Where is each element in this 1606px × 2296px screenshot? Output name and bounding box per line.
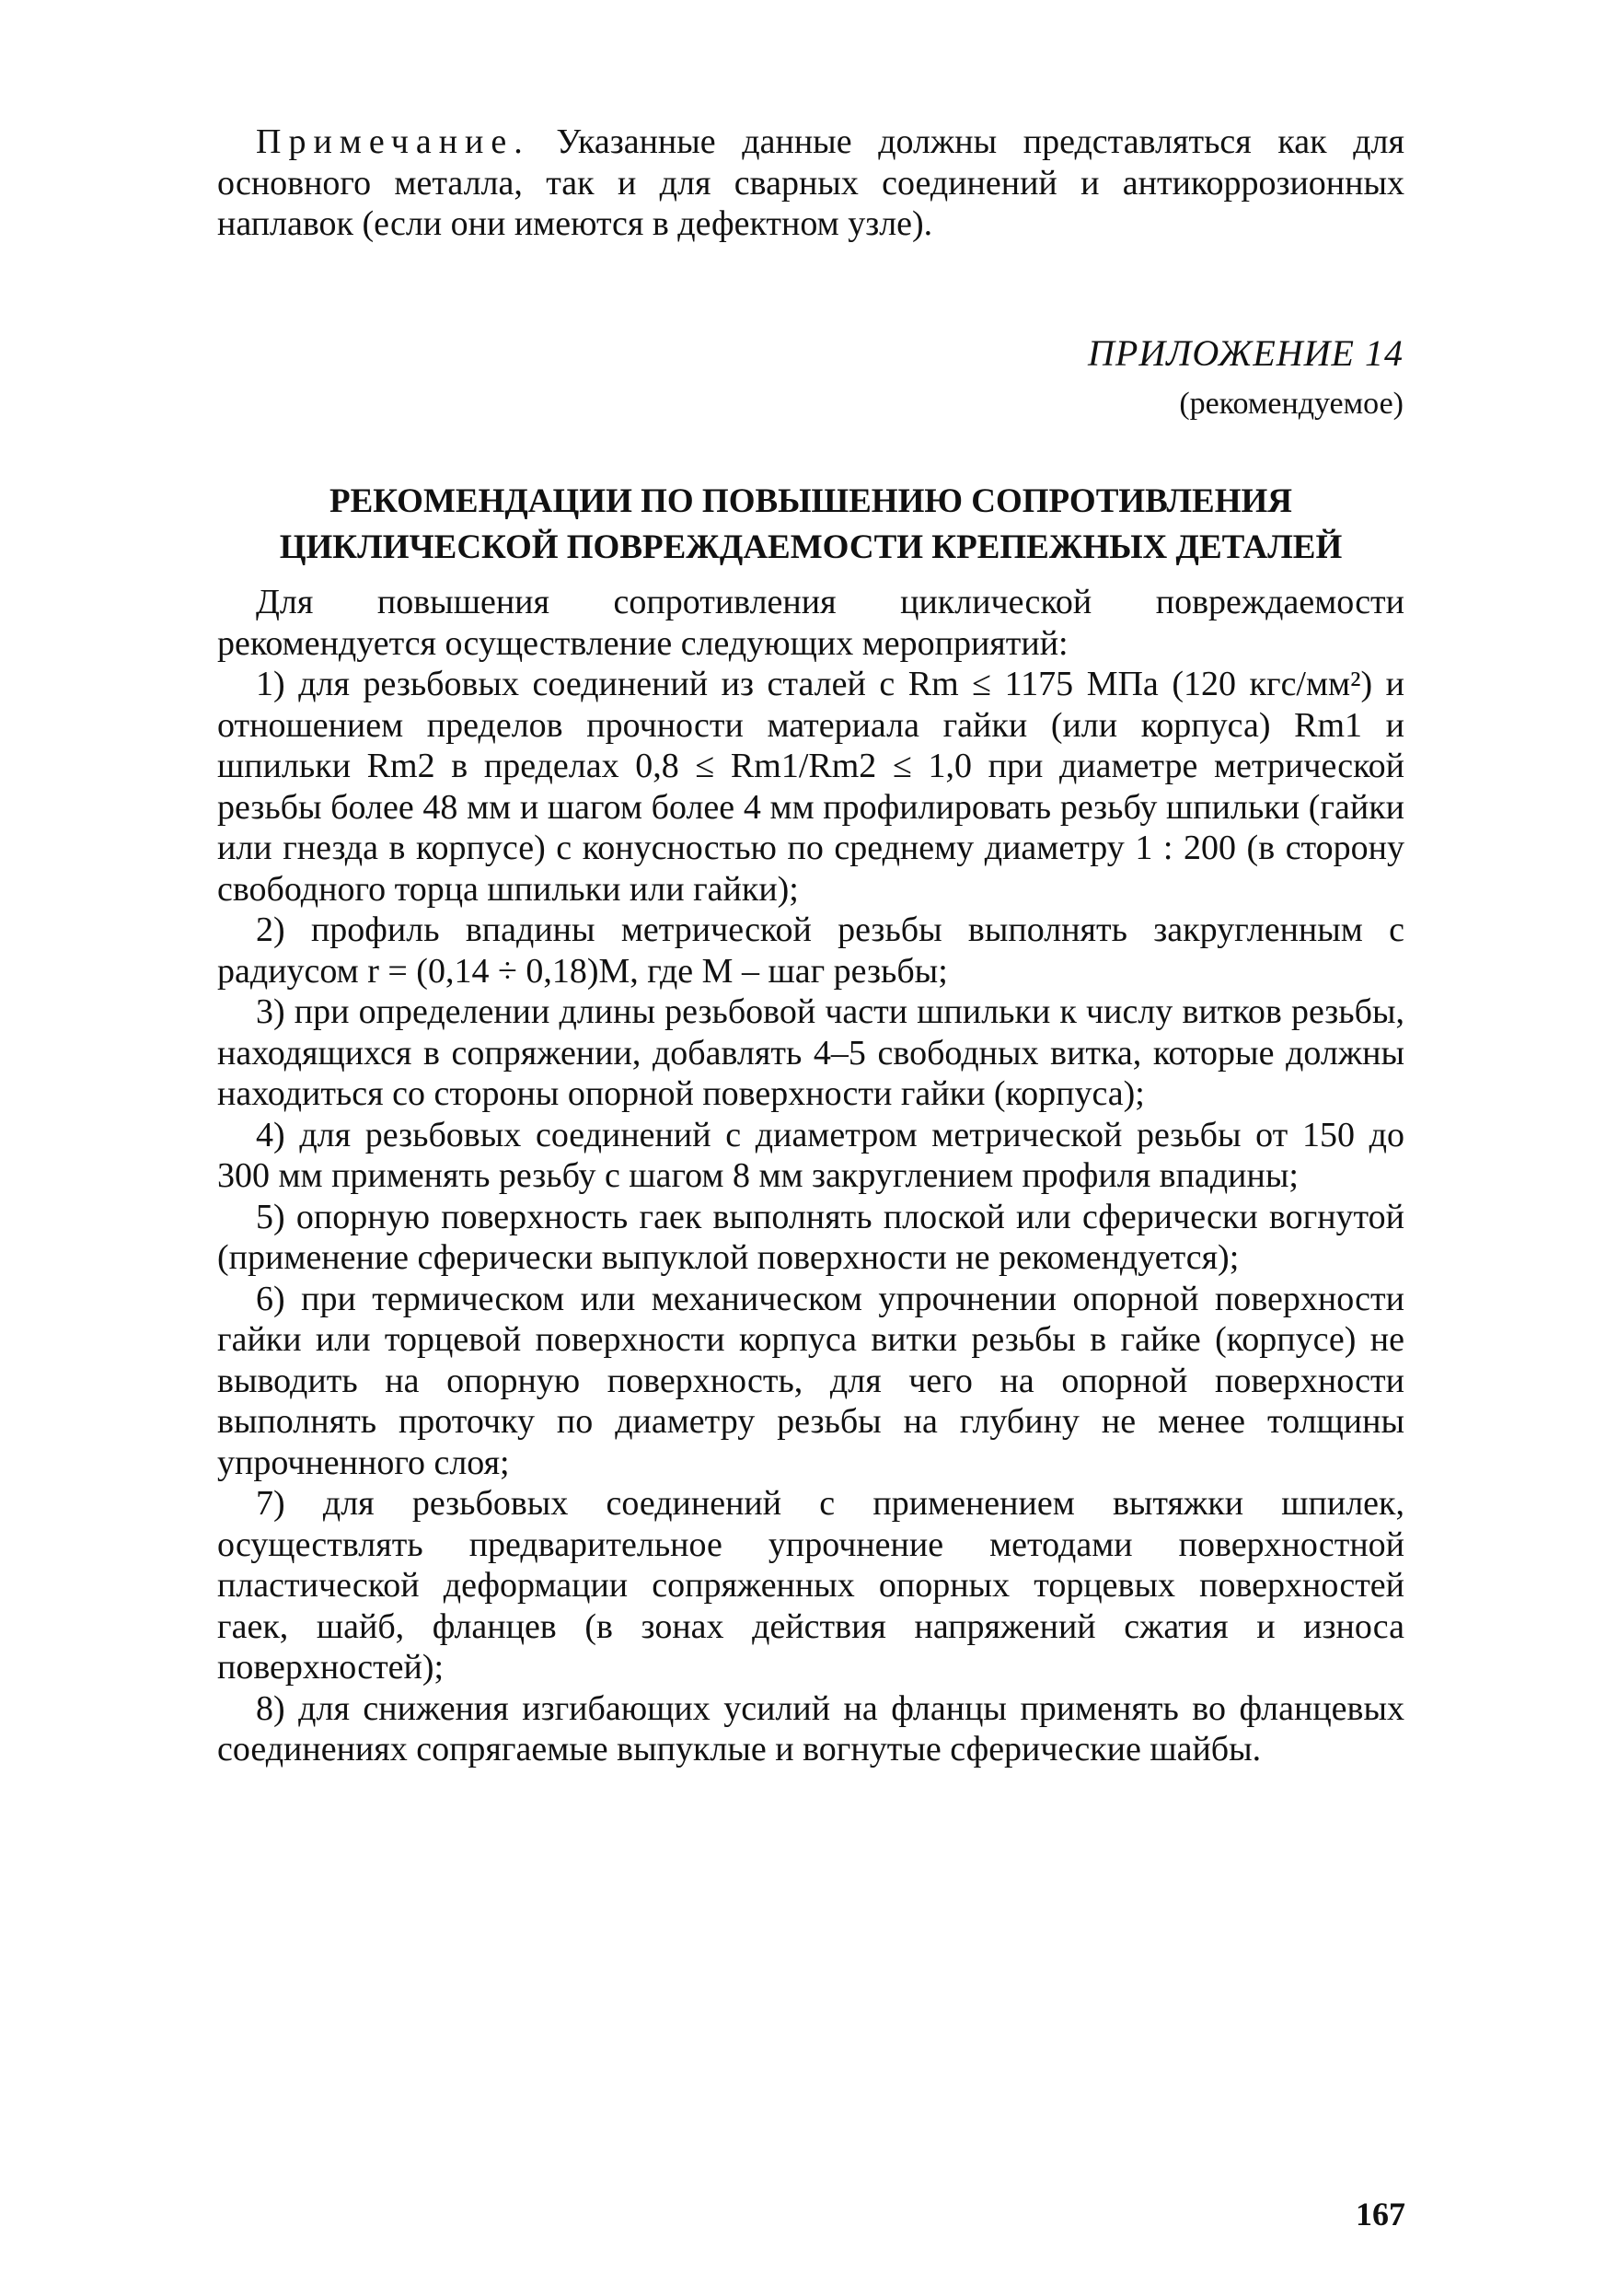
- recommendations-body: [217, 582, 1404, 1770]
- section-heading: [217, 479, 1404, 571]
- recommendation-item-8: 8) для снижения изгибающих усилий на фланцы применять во фланцевых соединениях сопрягаемые выпуклые и вогнутые сферические шайбы.: [217, 1688, 1404, 1768]
- recommendation-item-7: 7) для резьбовых соединений с применением вытяжки шпилек, осуществлять предварительное упрочнение методами поверхностной пластической деформации сопряженных опорных торцевых поверхностей гаек, шайб, фланцев (в зонах действия напряжений сжатия и износа поверхностей);: [217, 1484, 1404, 1687]
- recommendation-item-6: 6) при термическом или механическом упрочнении опорной поверхности гайки или торцевой поверхности корпуса витки резьбы в гайке (корпусе) не выводить на опорную поверхность, для чего на опорной поверхности выполнять проточку по диаметру резьбы на глубину не менее толщины упрочненного слоя;: [217, 1279, 1404, 1482]
- recommendation-item-4: 4) для резьбовых соединений с диаметром метрической резьбы от 150 до 300 мм применять резьбу с шагом 8 мм закруглением профиля впадины;: [217, 1115, 1404, 1195]
- recommendation-item-1: 1) для резьбовых соединений из сталей с Rm ≤ 1175 МПа (120 кгс/мм²) и отношением пределов прочности материала гайки (или корпуса) Rm1 и шпильки Rm2 в пределах 0,8 ≤ Rm1/Rm2 ≤ 1,0 при диаметре метрической резьбы более 48 мм и шагом более 4 мм профилировать резьбу шпильки (гайки или гнезда в корпусе) с конусностью по среднему диаметру 1 : 200 (в сторону свободного торца шпильки или гайки);: [217, 665, 1404, 909]
- recommendation-item-3: 3) при определении длины резьбовой части шпильки к числу витков резьбы, находящихся в сопряжении, добавлять 4–5 свободных витка, которые должны находиться со стороны опорной поверхности гайки (корпуса);: [217, 992, 1404, 1113]
- page-number: 167: [1356, 2196, 1405, 2232]
- recommendation-item-2: 2) профиль впадины метрической резьбы выполнять закругленным с радиусом r = (0,14 ÷ 0,18)M, где M – шаг резьбы;: [217, 910, 1404, 991]
- appendix-title: ПРИЛОЖЕНИЕ 14: [1088, 332, 1404, 374]
- heading-line-1: РЕКОМЕНДАЦИИ ПО ПОВЫШЕНИЮ СОПРОТИВЛЕНИЯ: [329, 482, 1292, 520]
- note-text: Указанные данные должны представляться как для основного металла, так и для сварных соединений и антикоррозионных наплавок (если они имеются в дефектном узле).: [217, 122, 1404, 243]
- note-paragraph: [217, 122, 1404, 245]
- recommendation-item-5: 5) опорную поверхность гаек выполнять плоской или сферически вогнутой (применение сферически выпуклой поверхности не рекомендуется);: [217, 1197, 1404, 1277]
- heading-line-2: ЦИКЛИЧЕСКОЙ ПОВРЕЖДАЕМОСТИ КРЕПЕЖНЫХ ДЕТАЛЕЙ: [279, 528, 1343, 566]
- intro-paragraph: Для повышения сопротивления циклической повреждаемости рекомендуется осуществление следующих мероприятий:: [217, 583, 1404, 663]
- note-label: Примечание.: [256, 122, 530, 161]
- appendix-subtitle: (рекомендуемое): [1179, 387, 1404, 421]
